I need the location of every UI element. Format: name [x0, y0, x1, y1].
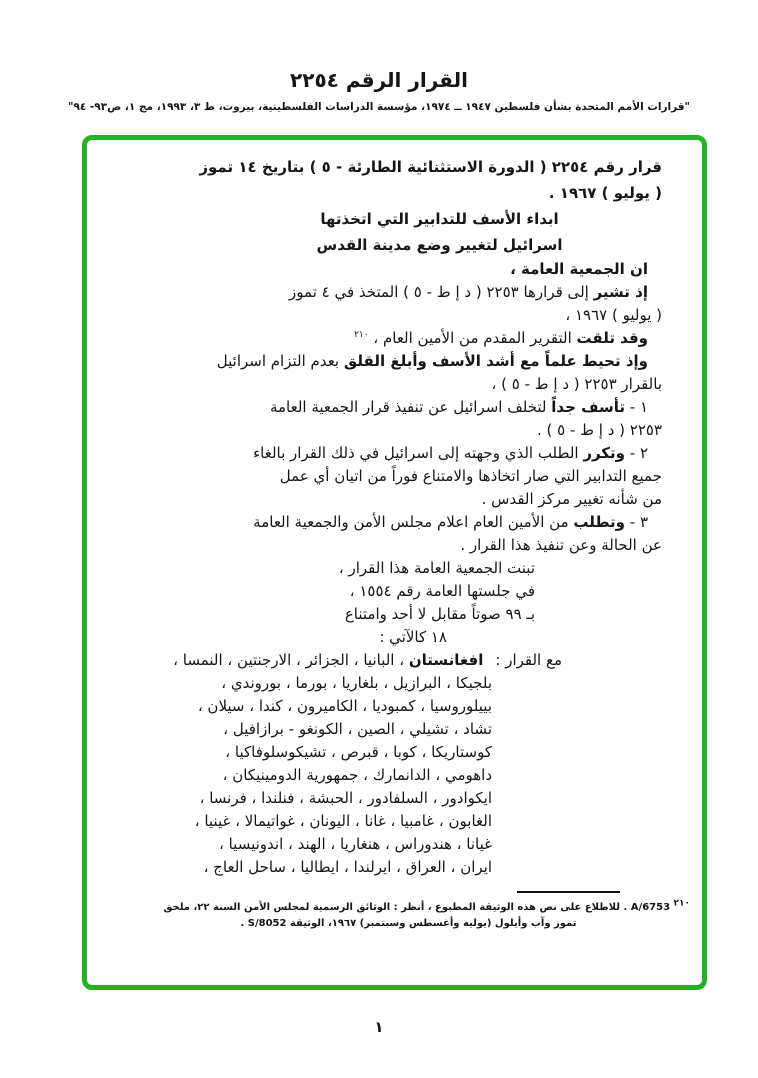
footnote: [127, 900, 690, 932]
resolution-green-frame: [82, 135, 707, 990]
page-title: القرار الرقم ٢٢٥٤: [290, 68, 468, 92]
operative-paragraph-2-cont1: جميع التدابير التي صار اتخاذها والامتناع فوراً من اتيان أي عمل: [279, 467, 662, 485]
vote-for-line-1: [127, 649, 562, 672]
vote-for-line-2: بلجيكا ، البرازيل ، بلغاريا ، بورما ، بوروندي ،: [221, 674, 492, 692]
vote-country-first: افغانستان: [408, 651, 484, 669]
paragraph-lead: تأسف جداً: [551, 398, 625, 416]
preamble-clause-2: [127, 327, 662, 350]
page-number: ١: [374, 1018, 384, 1036]
vote-for-line-10: ايران ، العراق ، ايرلندا ، ايطاليا ، ساحل العاج ،: [203, 858, 492, 876]
vote-for-line-6: داهومي ، الدانمارك ، جمهورية الدومينيكان ،: [222, 766, 492, 784]
adoption-line-4: ١٨ كالآتي :: [379, 628, 447, 646]
vote-for-line-8: الغابون ، غامبيا ، غانا ، اليونان ، غواتيمالا ، غينيا ،: [194, 812, 492, 830]
paragraph-number: ١ -: [624, 398, 648, 416]
operative-paragraph-3: [127, 511, 662, 534]
clause-lead: وقد تلقت: [576, 329, 648, 347]
preamble-clause-1: [127, 281, 662, 304]
resolution-body: [87, 140, 702, 932]
resolution-subject-line2: اسرائيل لتغيير وضع مدينة القدس: [316, 236, 563, 254]
adoption-line-2: في جلستها العامة رقم ١٥٥٤ ،: [349, 582, 535, 600]
vote-for-label: مع القرار :: [495, 651, 562, 669]
paragraph-text: الطلب الذي وجهته إلى اسرائيل في ذلك القرار بالغاء: [253, 444, 584, 462]
preamble-clause-3-cont: بالقرار ٢٢٥٣ ( د إ ط - ٥ ) ،: [491, 375, 662, 393]
operative-paragraph-3-cont: عن الحالة وعن تنفيذ هذا القرار .: [460, 536, 662, 554]
footnote-marker: ٢١٠: [673, 898, 690, 909]
operative-paragraph-1: [127, 396, 662, 419]
resolution-subject-line1: ابداء الأسف للتدابير التي اتخذتها: [320, 210, 559, 228]
preamble-party: ان الجمعية العامة ،: [510, 260, 648, 278]
footnote-separator: [517, 891, 620, 893]
footnote-reference: ٢١٠: [354, 330, 369, 340]
operative-paragraph-2: [127, 442, 662, 465]
footnote-text-1: A/6753 . للاطلاع على نص هذه الوثيقة المطبوع ، أنظر : الوثائق الرسمية لمجلس الأمن السنة ٢٢، ملحق: [163, 902, 674, 913]
paragraph-text: من الأمين العام اعلام مجلس الأمن والجمعية العامة: [253, 513, 574, 531]
paragraph-lead: وتكرر: [583, 444, 625, 462]
vote-for-line-3: بييلوروسيا ، كمبوديا ، الكاميرون ، كندا ، سيلان ،: [197, 697, 492, 715]
preamble-clause-3: [127, 350, 662, 373]
paragraph-number: ٢ -: [624, 444, 648, 462]
operative-paragraph-2-cont2: من شأنه تغيير مركز القدس .: [481, 490, 662, 508]
clause-lead: إذ تشير: [593, 283, 648, 301]
vote-for-line-9: غيانا ، هندوراس ، هنغاريا ، الهند ، اندونيسيا ،: [218, 835, 492, 853]
resolution-heading-line1: قرار رقم ٢٢٥٤ ( الدورة الاستثنائية الطارئة - ٥ ) بتاريخ ١٤ تموز: [199, 158, 662, 176]
operative-paragraph-1-cont: ٢٢٥٣ ( د إ ط - ٥ ) .: [536, 421, 662, 439]
vote-for-line-5: كوستاريكا ، كوبا ، قبرص ، تشيكوسلوفاكيا ،: [225, 743, 492, 761]
clause-text: بعدم التزام اسرائيل: [216, 352, 344, 370]
vote-for-line-4: تشاد ، تشيلي ، الصين ، الكونغو - برازافيل ،: [223, 720, 492, 738]
clause-text: إلى قرارها ٢٢٥٣ ( د إ ط - ٥ ) المتخذ في ٤ تموز: [289, 283, 594, 301]
vote-countries: ، البانيا ، الجزائر ، الارجنتين ، النمسا ،: [173, 651, 409, 669]
resolution-heading-line2: ( يوليو ) ١٩٦٧ .: [548, 184, 662, 202]
clause-lead: وإذ تحيط علماً مع أشد الأسف وأبلغ القلق: [343, 352, 648, 370]
vote-for-line-7: ايكوادور ، السلفادور ، الحبشة ، فنلندا ، فرنسا ،: [199, 789, 492, 807]
paragraph-lead: وتطلب: [573, 513, 625, 531]
footnote-line-2: تموز وآب وأيلول (يوليه وأغسطس وسبتمبر) ١٩٦٧، الوثيقة S/8052 .: [240, 918, 577, 929]
paragraph-number: ٣ -: [624, 513, 648, 531]
clause-text: التقرير المقدم من الأمين العام ،: [368, 329, 577, 347]
preamble-clause-1-cont: ( يوليو ) ١٩٦٧ ،: [565, 306, 662, 324]
adoption-line-1: تبنت الجمعية العامة هذا القرار ،: [338, 559, 535, 577]
paragraph-text: لتخلف اسرائيل عن تنفيذ قرار الجمعية العامة: [269, 398, 552, 416]
source-citation: "قرارات الأمم المتحدة بشأن فلسطين ١٩٤٧ ــ ١٩٧٤، مؤسسة الدراسات الفلسطينية، بيروت، ط ٣، ١٩٩٣، مج ١، ص٩٣- ٩٤": [67, 101, 691, 113]
footnote-line-1: [127, 900, 690, 916]
adoption-line-3: بـ ٩٩ صوتاً مقابل لا أحد وامتناع: [344, 605, 535, 623]
